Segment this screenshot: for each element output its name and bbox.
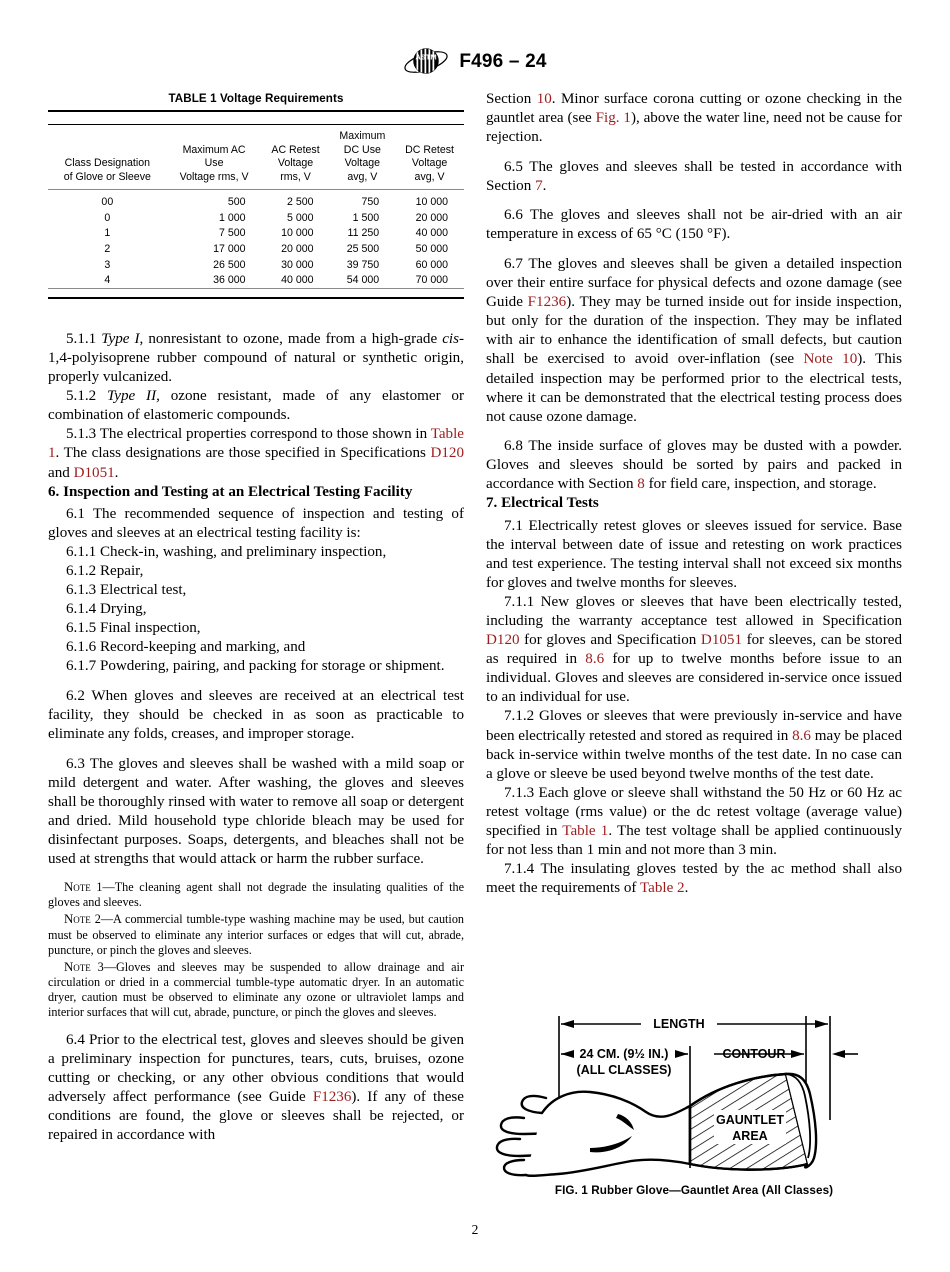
table-1 [48,110,464,299]
para-7-1-3: 7.1.3 Each glove or sleeve shall withstand the 50 Hz or 60 Hz ac retest voltage (rms value) or the dc retest voltage (average value) specified in Table 1. The test voltage shall be applied continuously for not less than 1 min and not more than 3 min. [486,784,902,858]
para-6-1-6: 6.1.6 Record-keeping and marking, and [66,639,306,656]
cell-max-dc: 39 750 [346,258,380,271]
heading-section-6: 6. Inspection and Testing at an Electrical Testing Facility [48,483,413,500]
label-all-classes: (ALL CLASSES) [576,1063,672,1077]
cell-dc-retest: 60 000 [415,258,448,271]
table-1-body [48,190,464,298]
rubber-glove-diagram [486,1002,902,1180]
right-column [486,90,902,898]
page-header [0,46,950,78]
xref-table-2[interactable]: Table 2 [639,880,685,897]
cell-ac-retest: 10 000 [281,227,314,240]
cell-ac-retest: 20 000 [281,242,314,255]
cell-ac-retest: 30 000 [281,258,314,271]
para-6-7: 6.7 The gloves and sleeves shall be given a detailed inspection over their entire surface for physical defects and ozone damage (see Guide F1236). They may be turned inside out for inside inspection, but only for the duration of the inspection. They may be inflated with air to enhance the identification of small defects, but caution shall be exercised to avoid over-inflation (see Note 10). This detailed inspection may be performed prior to the electrical tests, where it can be demonstrated that the electrical testing process does not cause ozone damage. [486,256,902,425]
xref-note-10[interactable]: Note 10 [803,351,858,368]
cuff-dimension [832,1050,858,1058]
gauntlet-label [714,1110,786,1144]
xref-f1236[interactable]: F1236 [312,1089,352,1106]
gauntlet-area [682,1066,818,1178]
cell-class: 2 [104,242,111,255]
table-row [48,210,464,226]
table-bottom-rule [48,289,464,298]
table-header-ac-retest: AC Retest Voltage rms, V [262,125,330,190]
para-6-1-3: 6.1.3 Electrical test, [66,582,187,599]
xref-section-10[interactable]: 10 [536,91,552,107]
svg-text:ASTM: ASTM [415,52,437,62]
xref-section-8[interactable]: 8 [637,476,645,493]
para-6-1-4: 6.1.4 Drying, [66,601,147,618]
para-7-1-4: 7.1.4 The insulating gloves tested by the ac method shall also meet the requirements of Table 2. [486,861,902,897]
para-6-1-7: 6.1.7 Powdering, pairing, and packing for storage or shipment. [66,658,445,675]
astm-logo-icon [403,46,449,78]
para-6-2: 6.2 When gloves and sleeves are received at an electrical test facility, they should be checked in as soon as practicable to eliminate any folds, creases, and improper storage. [48,687,464,743]
cell-ac-retest: 40 000 [281,274,314,287]
label-24cm: 24 CM. (9½ IN.) [579,1047,669,1061]
label-gauntlet: GAUNTLET [715,1113,785,1127]
table-row [48,273,464,289]
table-header-max-dc: Maximum DC Use Voltage avg, V [330,125,396,190]
para-6-1-2: 6.1.2 Repair, [66,563,144,580]
page-number: 2 [471,1222,479,1237]
cell-max-dc: 11 250 [347,227,380,240]
cell-dc-retest: 40 000 [415,227,448,240]
cell-class: 1 [104,227,111,240]
cell-max-dc: 25 500 [346,242,380,255]
cell-dc-retest: 50 000 [415,242,448,255]
para-6-1-5: 6.1.5 Final inspection, [66,620,201,637]
para-5-1-1: 5.1.1 Type I, nonresistant to ozone, made from a high-grade cis-1,4-polyisoprene rubber compound of natural or synthetic origin, properly vulcanized. [48,331,464,386]
para-6-5: 6.5 The gloves and sleeves shall be tested in accordance with Section 7. [486,158,902,194]
cell-class: 3 [104,258,111,271]
cell-max-ac: 1 000 [218,211,246,224]
cell-class: 0 [104,211,111,224]
para-5-1-2: 5.1.2 Type II, ozone resistant, made of any elastomer or combination of elastomeric compounds. [48,388,465,424]
xref-d1051[interactable]: D1051 [700,632,743,649]
table-row [48,241,464,257]
para-6-4: 6.4 Prior to the electrical test, gloves and sleeves should be given a preliminary inspection for punctures, tears, cuts, bruises, ozone cutting or checking, or any other obvious conditions that would adversely affect performance (see Guide F1236). If any of these conditions are found, the glove or sleeves shall be rejected, or repaired in accordance with [48,1031,465,1144]
table-1-container [48,92,464,299]
cell-max-ac: 500 [227,196,246,209]
cell-class: 00 [101,196,114,209]
table-row [48,226,464,242]
xref-d1051[interactable]: D1051 [73,464,115,481]
standard-designation: F496 – 24 [459,51,547,72]
cell-dc-retest: 70 000 [415,274,448,287]
para-6-4-continued: Section 10. Minor surface corona cutting or ozone checking in the gauntlet area (see Fig. 1), above the water line, need not be cause for rejection. [486,91,902,146]
glove-outline [497,1092,690,1176]
table-header-class: Class Designation of Glove or Sleeve [48,125,167,190]
note-1: Note 1—The cleaning agent shall not degrade the insulating qualities of the gloves and sleeves. [48,880,465,910]
note-2: Note 2—A commercial tumble-type washing machine may be used, but caution must be observed to eliminate any interior surfaces or edges that will cut, abrade, puncture, or pinch the gloves and sleeves. [48,912,465,957]
para-6-1: 6.1 The recommended sequence of inspection and testing of gloves and sleeves at an electrical testing facility is: [48,505,464,541]
table-header-dc-retest: DC Retest Voltage avg, V [395,125,464,190]
cell-max-dc: 1 500 [352,211,380,224]
xref-fig-1[interactable]: Fig. 1 [595,110,631,127]
cell-max-dc: 750 [361,196,380,209]
para-6-3: 6.3 The gloves and sleeves shall be washed with a mild soap or mild detergent and water. After washing, the gloves and sleeves shall be thoroughly rinsed with water to remove all soap or detergent and dried. Mild household type chloride bleach may be used for disinfectant purposes. Soaps, detergents, and bleaches shall not be used at strengths that would attack or harm the rubber surface. [48,755,464,868]
figure-1-container [486,1002,902,1197]
xref-d120[interactable]: D120 [430,445,464,462]
cell-class: 4 [104,274,111,287]
table-row [48,190,464,211]
xref-table-1[interactable]: Table 1 [562,822,609,839]
table-1-title: TABLE 1 Voltage Requirements [168,92,344,105]
contour-dimension [714,1047,804,1061]
hand-length-dimension [561,1047,688,1077]
para-5-1-3: 5.1.3 The electrical properties correspond to those shown in Table 1. The class designations are those specified in Specifications D120 and D1051. [48,426,464,481]
para-6-8: 6.8 The inside surface of gloves may be dusted with a powder. Gloves and sleeves should be sorted by pairs and packed in accordance with Section 8 for field care, inspection, and storage. [486,438,902,493]
para-7-1-2: 7.1.2 Gloves or sleeves that were previously in-service and have been electrically retested and stored as required in 8.6 may be placed back in-service within twelve months of the test date. In no case can a glove or sleeve be used beyond twelve months of the test date. [486,708,902,782]
cell-max-ac: 26 500 [213,258,246,271]
xref-d120[interactable]: D120 [486,632,520,649]
heading-section-7: 7. Electrical Tests [486,495,599,512]
cell-ac-retest: 2 500 [287,196,314,209]
left-column [48,330,464,1145]
cell-max-dc: 54 000 [346,274,380,287]
xref-f1236[interactable]: F1236 [527,294,567,311]
notes-block [48,879,464,1020]
note-3: Note 3—Gloves and sleeves may be suspended to allow drainage and air circulation or dried in a commercial tumble-type automatic dryer. In an automatic dryer, caution must be observed to eliminate any ozone or ultraviolet lamps and interior surfaces that will cut, abrade, puncture, or pinch the gloves and sleeves. [48,959,465,1020]
para-6-6: 6.6 The gloves and sleeves shall not be air-dried with an air temperature in excess of 65 °C (150 °F). [486,207,902,243]
cell-max-ac: 36 000 [213,274,246,287]
label-length: LENGTH [653,1017,705,1031]
table-top-rule [48,111,464,125]
figure-1-caption: FIG. 1 Rubber Glove—Gauntlet Area (All Classes) [554,1184,834,1197]
table-row [48,257,464,273]
cell-max-ac: 7 500 [218,227,246,240]
para-7-1-1: 7.1.1 New gloves or sleeves that have been electrically tested, including the warranty acceptance test allowed in Specification D120 for gloves and Specification D1051 for sleeves, can be stored as required in 8.6 for up to twelve months before issue to an individual. Gloves and sleeves are considered in-service once issued to an individual for use. [486,593,903,706]
label-area: AREA [732,1129,768,1143]
xref-8-6[interactable]: 8.6 [585,651,605,668]
para-6-1-1: 6.1.1 Check-in, washing, and preliminary inspection, [66,543,387,560]
para-7-1: 7.1 Electrically retest gloves or sleeves issued for service. Base the interval between date of issue and retesting on work practices and test experience. The testing interval shall not exceed six months for gloves and twelve months for sleeves. [486,517,902,591]
cell-max-ac: 17 000 [213,242,246,255]
xref-8-6[interactable]: 8.6 [792,727,811,744]
length-dimension [561,1017,828,1031]
cell-dc-retest: 20 000 [415,211,448,224]
cell-dc-retest: 10 000 [415,196,448,209]
xref-section-7[interactable]: 7 [535,177,543,194]
table-header-max-ac: Maximum AC Use Voltage rms, V [167,125,262,190]
cell-ac-retest: 5 000 [287,211,314,224]
xref-table-1[interactable]: Table 1 [48,426,464,462]
label-contour: CONTOUR [722,1047,786,1061]
